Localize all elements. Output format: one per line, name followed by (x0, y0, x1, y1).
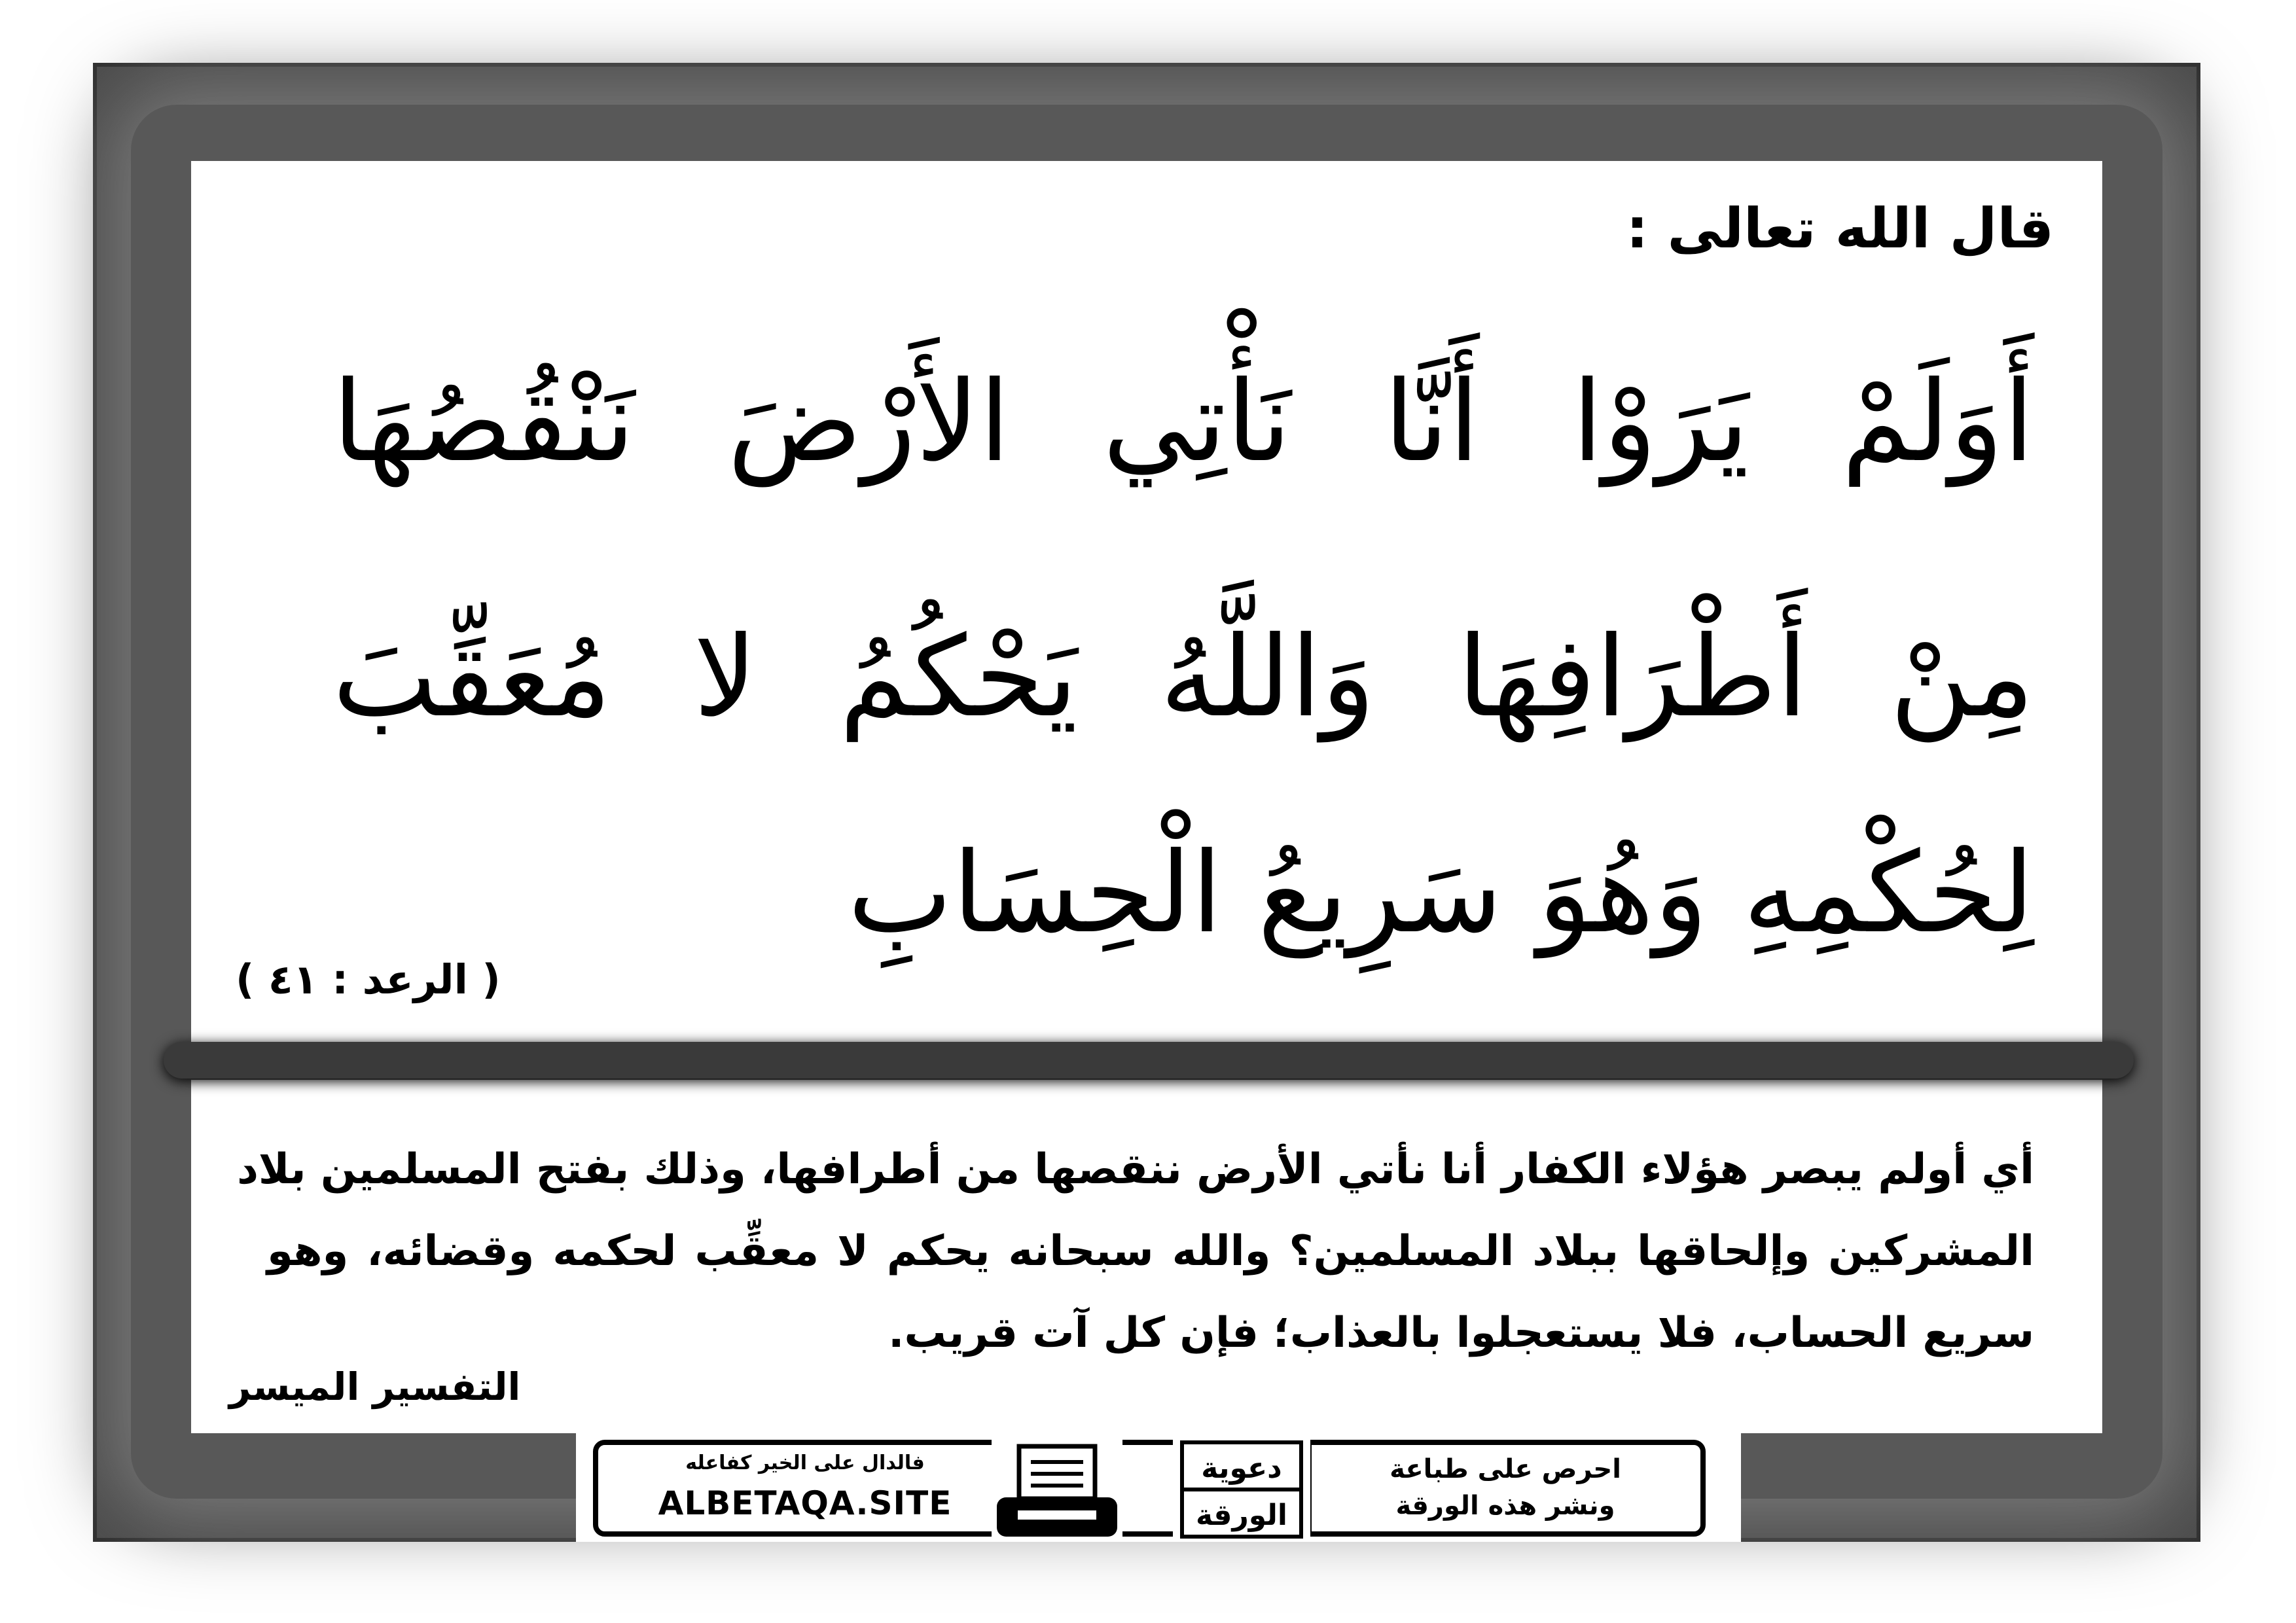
verse-line-1: أَوَلَمْ يَرَوْا أَنَّا نَأْتِي الأَرْضَ نَنْقُصُهَا (332, 357, 2034, 487)
logo-line-2: الورقة (1195, 1499, 1288, 1532)
tafsir-line-1: أي أولم يبصر هؤلاء الكفار أنا نأتي الأرض ننقصها من أطرافها، وذلك بفتح المسلمين بلاد (237, 1145, 2034, 1194)
tafsir-line-3: سريع الحساب، فلا يستعجلوا بالعذاب؛ فإن كل آت قريب. (888, 1309, 2034, 1357)
albetaqa-logo (1173, 1437, 1310, 1542)
verse-line-3: لِحُكْمِهِ وَهُوَ سَرِيعُ الْحِسَابِ (848, 829, 2034, 958)
footer-tagline: فالدال على الخير كفاعله (685, 1452, 925, 1474)
verse-line-2: مِنْ أَطْرَافِهَا وَاللَّهُ يَحْكُمُ لا مُعَقِّبَ (332, 613, 2034, 742)
printer-icon (992, 1437, 1122, 1542)
verse-reference: ( الرعد : ٤١ ) (236, 955, 501, 1003)
panel-divider (164, 1042, 2134, 1079)
logo-line-1: دعوية (1201, 1452, 1282, 1485)
tafsir-line-2: المشركين وإلحاقها ببلاد المسلمين؟ والله سبحانه يحكم لا معقِّب لحكمه وقضائه، وهو (267, 1227, 2034, 1275)
footer-note-line-2: ونشر هذه الورقة (1395, 1491, 1615, 1521)
verse-intro: قال الله تعالى : (1626, 196, 2054, 260)
footer-note-line-1: احرص على طباعة (1390, 1454, 1621, 1484)
tafsir-source: التفسير الميسر (229, 1364, 521, 1409)
footer-site-link[interactable]: ALBETAQA.SITE (658, 1484, 952, 1522)
